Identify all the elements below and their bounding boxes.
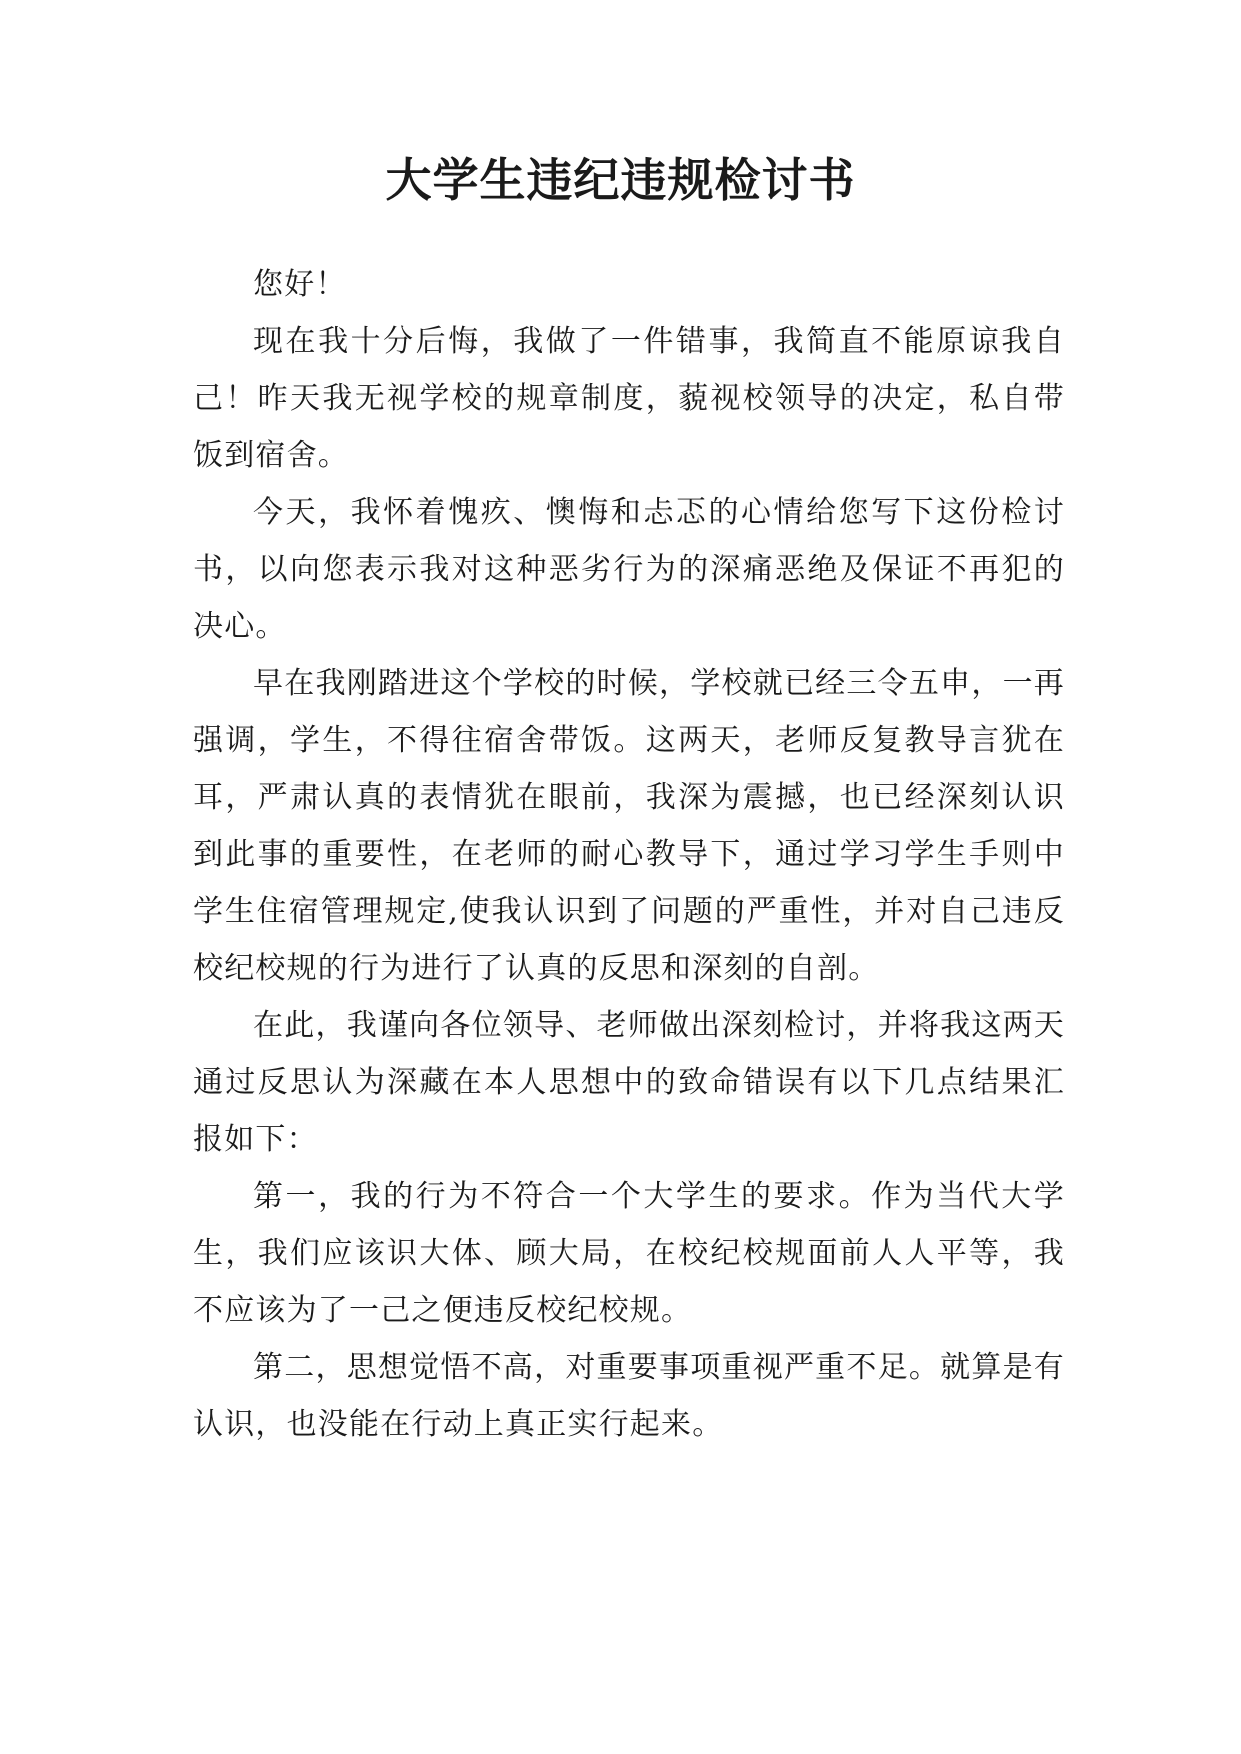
paragraph: 第二，思想觉悟不高，对重要事项重视严重不足。就算是有认识，也没能在行动上真正实行起来。 — [193, 1350, 1065, 1442]
paragraph-greeting: 您好！ — [253, 267, 347, 302]
paragraph: 早在我刚踏进这个学校的时候，学校就已经三令五申，一再强调，学生，不得往宿舍带饭。这两天，老师反复教导言犹在耳，严肃认真的表情犹在眼前，我深为震撼，也已经深刻认识到此事的重要性，在老师的耐心教导下，通过学习学生手则中学生住宿管理规定,使我认识到了问题的严重性，并对自己违反校纪校规的行为进行了认真的反思和深刻的自剖。 — [193, 666, 1065, 986]
document-body — [193, 256, 1065, 1453]
document-title: 大学生违纪违规检讨书 — [385, 153, 856, 207]
paragraph: 第一，我的行为不符合一个大学生的要求。作为当代大学生，我们应该识大体、顾大局，在校纪校规面前人人平等，我不应该为了一己之便违反校纪校规。 — [193, 1179, 1065, 1328]
paragraph: 在此，我谨向各位领导、老师做出深刻检讨，并将我这两天通过反思认为深藏在本人思想中的致命错误有以下几点结果汇报如下： — [193, 1008, 1065, 1157]
paragraph: 现在我十分后悔，我做了一件错事，我简直不能原谅我自己！昨天我无视学校的规章制度，藐视校领导的决定，私自带饭到宿舍。 — [193, 324, 1065, 473]
paragraph: 今天，我怀着愧疚、懊悔和忐忑的心情给您写下这份检讨书，以向您表示我对这种恶劣行为的深痛恶绝及保证不再犯的决心。 — [193, 495, 1065, 644]
